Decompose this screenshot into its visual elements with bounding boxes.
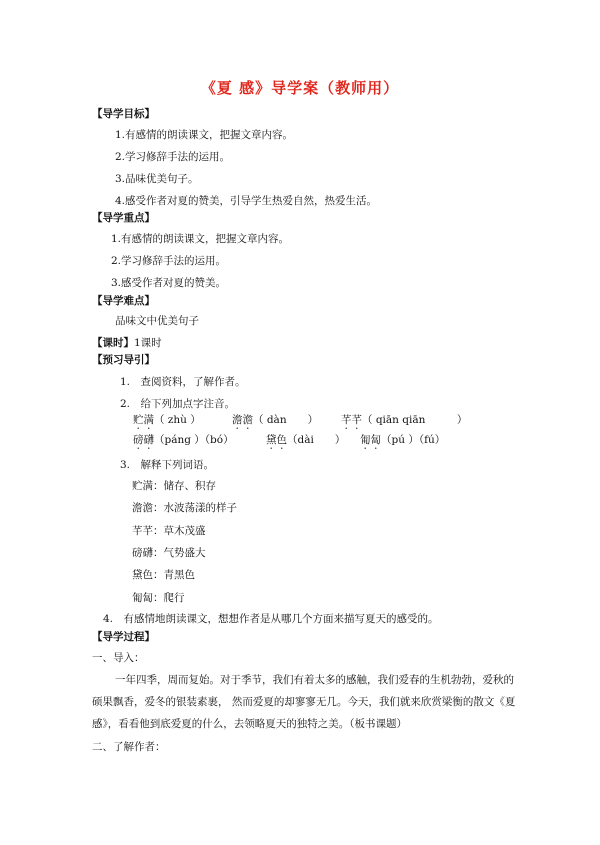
definition-item: 芊芊：草木茂盛 bbox=[132, 525, 206, 537]
goal-item-2: 2.学习修辞手法的运用。 bbox=[115, 151, 231, 163]
preview-step-3: 3. 解释下列词语。 bbox=[120, 459, 215, 471]
focus-item-2: 2.学习修辞手法的运用。 bbox=[111, 255, 227, 267]
definition-item: 贮满：储存、积存 bbox=[132, 480, 216, 492]
pinyin-word: 黛色 bbox=[266, 434, 287, 446]
process-section-1: 一、导入： bbox=[92, 652, 145, 664]
focus-heading: 【导学重点】 bbox=[92, 212, 155, 224]
pinyin-row-2-c bbox=[360, 433, 445, 452]
definition-item: 澹澹：水波荡漾的样子 bbox=[132, 502, 237, 514]
period-value: 1课时 bbox=[134, 337, 162, 349]
goal-item-4: 4.感受作者对夏的赞美，引导学生热爱自然，热爱生活。 bbox=[115, 195, 378, 207]
pinyin-word: 磅礴 bbox=[133, 434, 154, 446]
pinyin-word: 芊芊 bbox=[341, 414, 362, 426]
preview-heading: 【预习导引】 bbox=[92, 354, 155, 366]
goals-heading: 【导学目标】 bbox=[92, 108, 155, 120]
pinyin-row-1 bbox=[133, 413, 201, 432]
intro-paragraph-line-1: 一年四季，周而复始。对于季节，我们有着太多的感触，我们爱春的生机勃勃，爱秋的 bbox=[115, 674, 514, 686]
process-section-2: 二、了解作者： bbox=[92, 741, 166, 753]
period-line bbox=[92, 336, 162, 350]
preview-step-2: 2. 给下列加点字注音。 bbox=[120, 398, 236, 410]
pinyin-word: 澹澹 bbox=[232, 414, 253, 426]
goal-item-3: 3.品味优美句子。 bbox=[115, 173, 199, 185]
intro-paragraph-line-3: 感》，看看他到底爱夏的什么，去领略夏天的独特之美。（板书课题） bbox=[92, 718, 407, 730]
preview-step-1: 1. 查阅资料，了解作者。 bbox=[120, 376, 246, 388]
pinyin-word: 贮满 bbox=[133, 414, 154, 426]
definition-item: 黛色：青黑色 bbox=[132, 569, 195, 581]
definition-item: 匍匐：爬行 bbox=[132, 592, 185, 604]
pinyin-row-1-b bbox=[232, 413, 318, 432]
pinyin-row-2-b bbox=[266, 433, 345, 452]
process-heading: 【导学过程】 bbox=[92, 631, 155, 643]
difficulty-text: 品味文中优美句子 bbox=[115, 315, 199, 327]
pinyin-answer: （páng ）（bó） bbox=[154, 434, 234, 446]
definition-item: 磅礴：气势盛大 bbox=[132, 547, 206, 559]
pinyin-word: 匍匐 bbox=[360, 434, 381, 446]
page-title: 《夏 感》导学案（教师用） bbox=[200, 79, 400, 97]
preview-step-4: 4. 有感情地朗读课文，想想作者是从哪几个方面来描写夏天的感受的。 bbox=[103, 613, 439, 625]
difficulty-heading: 【导学难点】 bbox=[92, 295, 155, 307]
focus-item-1: 1.有感情的朗读课文，把握文章内容。 bbox=[111, 233, 290, 245]
pinyin-answer: （ dàn ） bbox=[253, 414, 319, 426]
focus-item-3: 3.感受作者对夏的赞美。 bbox=[111, 277, 227, 289]
pinyin-row-1-c bbox=[341, 413, 467, 432]
goal-item-1: 1.有感情的朗读课文，把握文章内容。 bbox=[115, 129, 294, 141]
pinyin-answer: （ qiān qiān ） bbox=[362, 414, 468, 426]
pinyin-row-2 bbox=[133, 433, 234, 452]
intro-paragraph-line-2: 硕果飘香，爱冬的银装素裹， 然而爱夏的却寥寥无几。今天，我们就来欣赏梁衡的散文《夏 bbox=[92, 696, 516, 708]
period-label: 【课时】 bbox=[92, 337, 134, 349]
pinyin-answer: （dài ） bbox=[287, 434, 346, 446]
pinyin-answer: （ zhù ） bbox=[154, 414, 201, 426]
pinyin-answer: （pú ）（fú） bbox=[381, 434, 446, 446]
